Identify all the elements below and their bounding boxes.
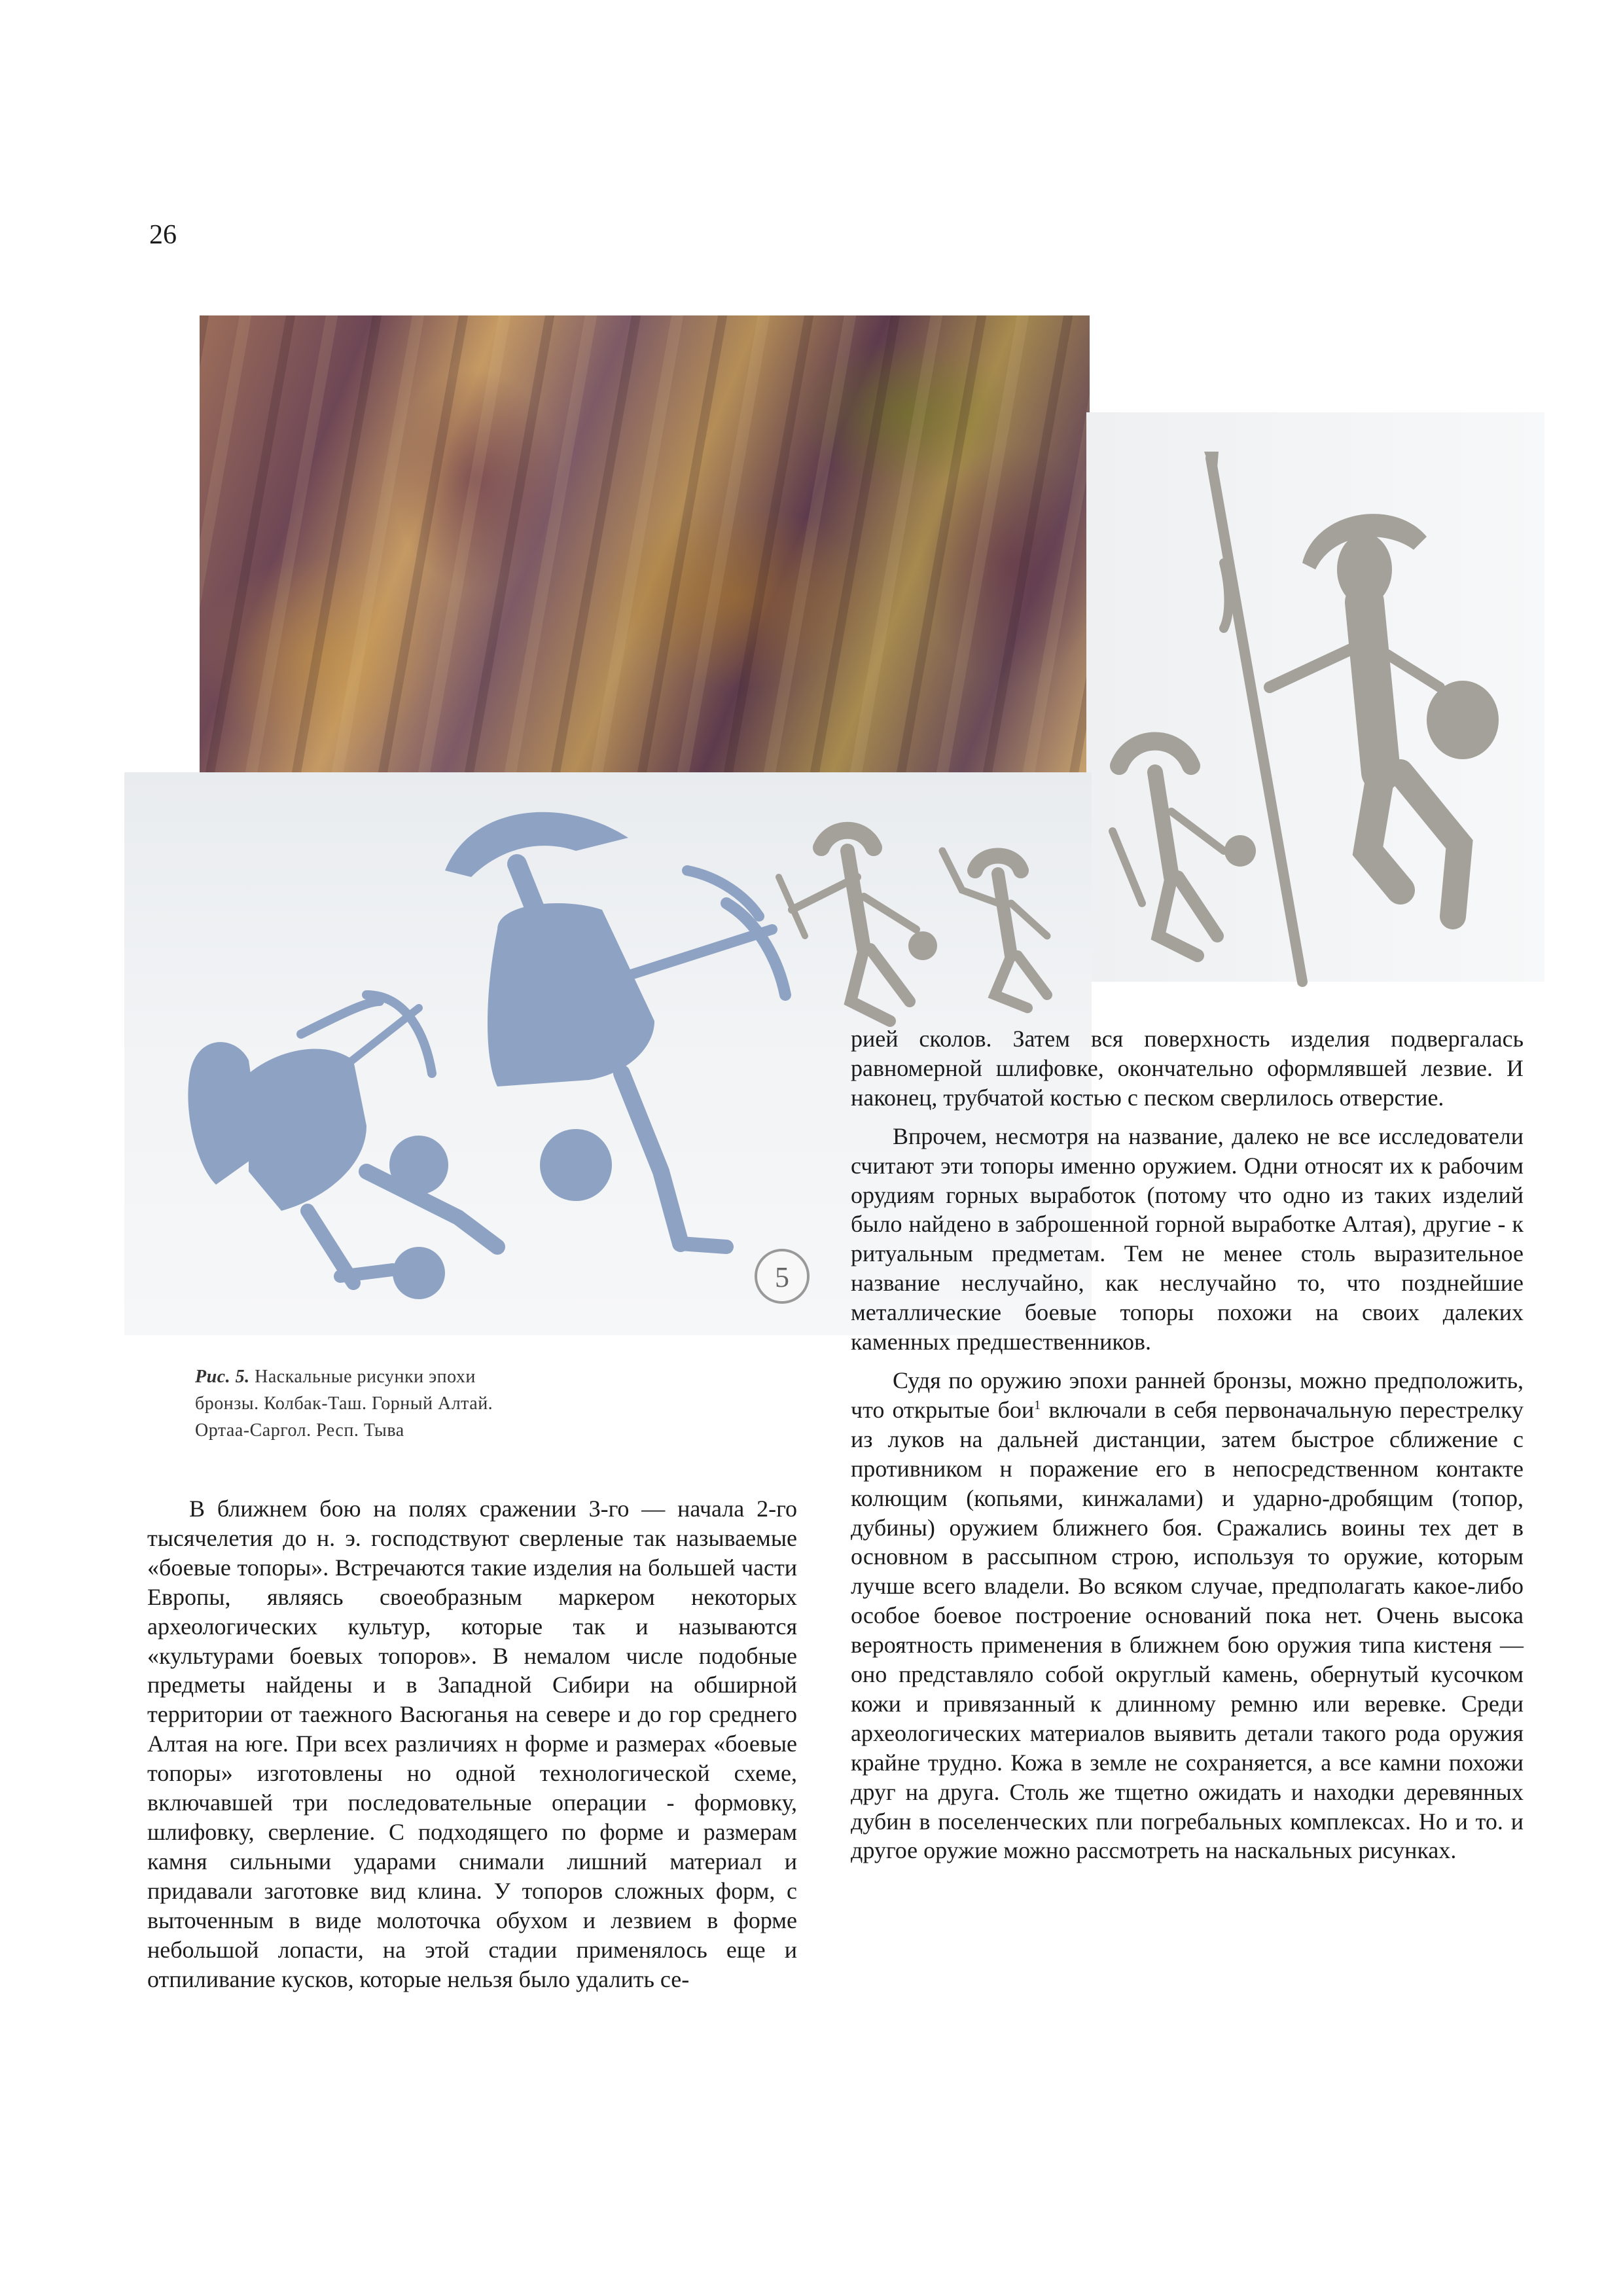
right-paragraph-2: Впрочем, несмотря на название, далеко не все исследователи считают эти топоры именно оружием. Одни относят их к рабочим орудиям горных выработок (потому что одно из таких изделий было найдено в заброшенной горной выработке Алтая), другие - к ритуальным предметам. Тем не менее столь выразительное название неслучайно, как неслучайно то, что позднейшие металлические боевые топоры похожи на своих далеких каменных предшественников.: [851, 1122, 1524, 1355]
grey-warrior-spear: [1113, 742, 1256, 956]
grey-warrior-bow: [779, 831, 937, 1021]
blue-warrior-shield: [445, 812, 785, 1247]
figure-caption: [195, 1363, 601, 1444]
caption-line-2: бронзы. Колбак-Таш. Горный Алтай.: [195, 1393, 493, 1414]
footnote-marker[interactable]: 1: [1034, 1397, 1041, 1412]
right-paragraph-3: [851, 1366, 1524, 1865]
right-column: [851, 1024, 1524, 1865]
caption-line-3: Ортаа-Саргол. Респ. Тыва: [195, 1420, 404, 1441]
page-number: 26: [149, 220, 177, 250]
grey-warrior-large: [1204, 452, 1499, 982]
blue-warrior-bow: [188, 995, 497, 1299]
right-paragraph-1: рией сколов. Затем вся поверхность изделия подвергалась равномерной шлифовке, окончательно оформлявшей лезвие. И наконец, трубчатой костью с песком сверлилось отверстие.: [851, 1026, 1524, 1111]
caption-label: Рис. 5.: [195, 1367, 250, 1387]
figure-badge-number: 5: [775, 1261, 789, 1293]
right-paragraph-3-end: включали в себя первоначальную перестрелку из луков на дальней дистанции, затем быстрое сближение с противником н поражение его в непосредственном контакте колющим (копьями, кинжалами) и ударно-дробящим (топор, дубины) оружием ближнего боя. Сражались воины тех дет в основном в рассыпном строю, используя то оружие, которым лучше всего владели. Во всяком случае, предполагать какое-либо особое боевое построение оснований пока нет. Очень высока вероятность применения в ближнем бою оружия типа кистеня — оно представляло собой округлый камень, обернутый кусочком кожи и привязанный к длинному ремню или веревке. Среди археологических материалов выявить детали такого рода оружия крайне трудно. Кожа в земле не сохраняется, а все камни похожи друг на друга. Столь же тщетно ожидать и находки деревянных дубин в поселенческих пли погребальных комплексах. Но и то. и другое оружие можно рассмотреть на наскальных рисунках.: [851, 1396, 1524, 1864]
caption-line-1: Наскальные рисунки эпохи: [255, 1367, 476, 1387]
left-column: [147, 1494, 797, 1994]
left-paragraph-1: В ближнем бою на полях сражении 3-го — начала 2-го тысячелетия до н. э. господствуют сверленые так называемые «боевые топоры». Встречаются такие изделия на большей части Европы, являясь своеобразным маркером некоторых археологических культур, которые так и называются «культурами боевых топоров». В немалом числе подобные предметы найдены и в Западной Сибири на обширной территории от таежного Васюганья на севере и до гор среднего Алтая на юге. При всех различиях н форме и размерах «боевые топоры» изготовлены но одной технологической схеме, включавшей три последовательные операции - формовку, шлифовку, сверление. С подходящего по форме и размерам камня сильными ударами снимали лишний материал и придавали заготовке вид клина. У топоров сложных форм, с выточенным в виде молоточка обухом и лезвием в форме небольшой лопасти, на этой стадии применялось еще и отпиливание кусков, которые нельзя было удалить се-: [147, 1496, 797, 1992]
right-paragraph-3-start: Судя по оружию эпохи ранней бронзы, можно предположить, что открытые бои: [851, 1367, 1524, 1423]
grey-warrior-axe: [942, 851, 1047, 1008]
